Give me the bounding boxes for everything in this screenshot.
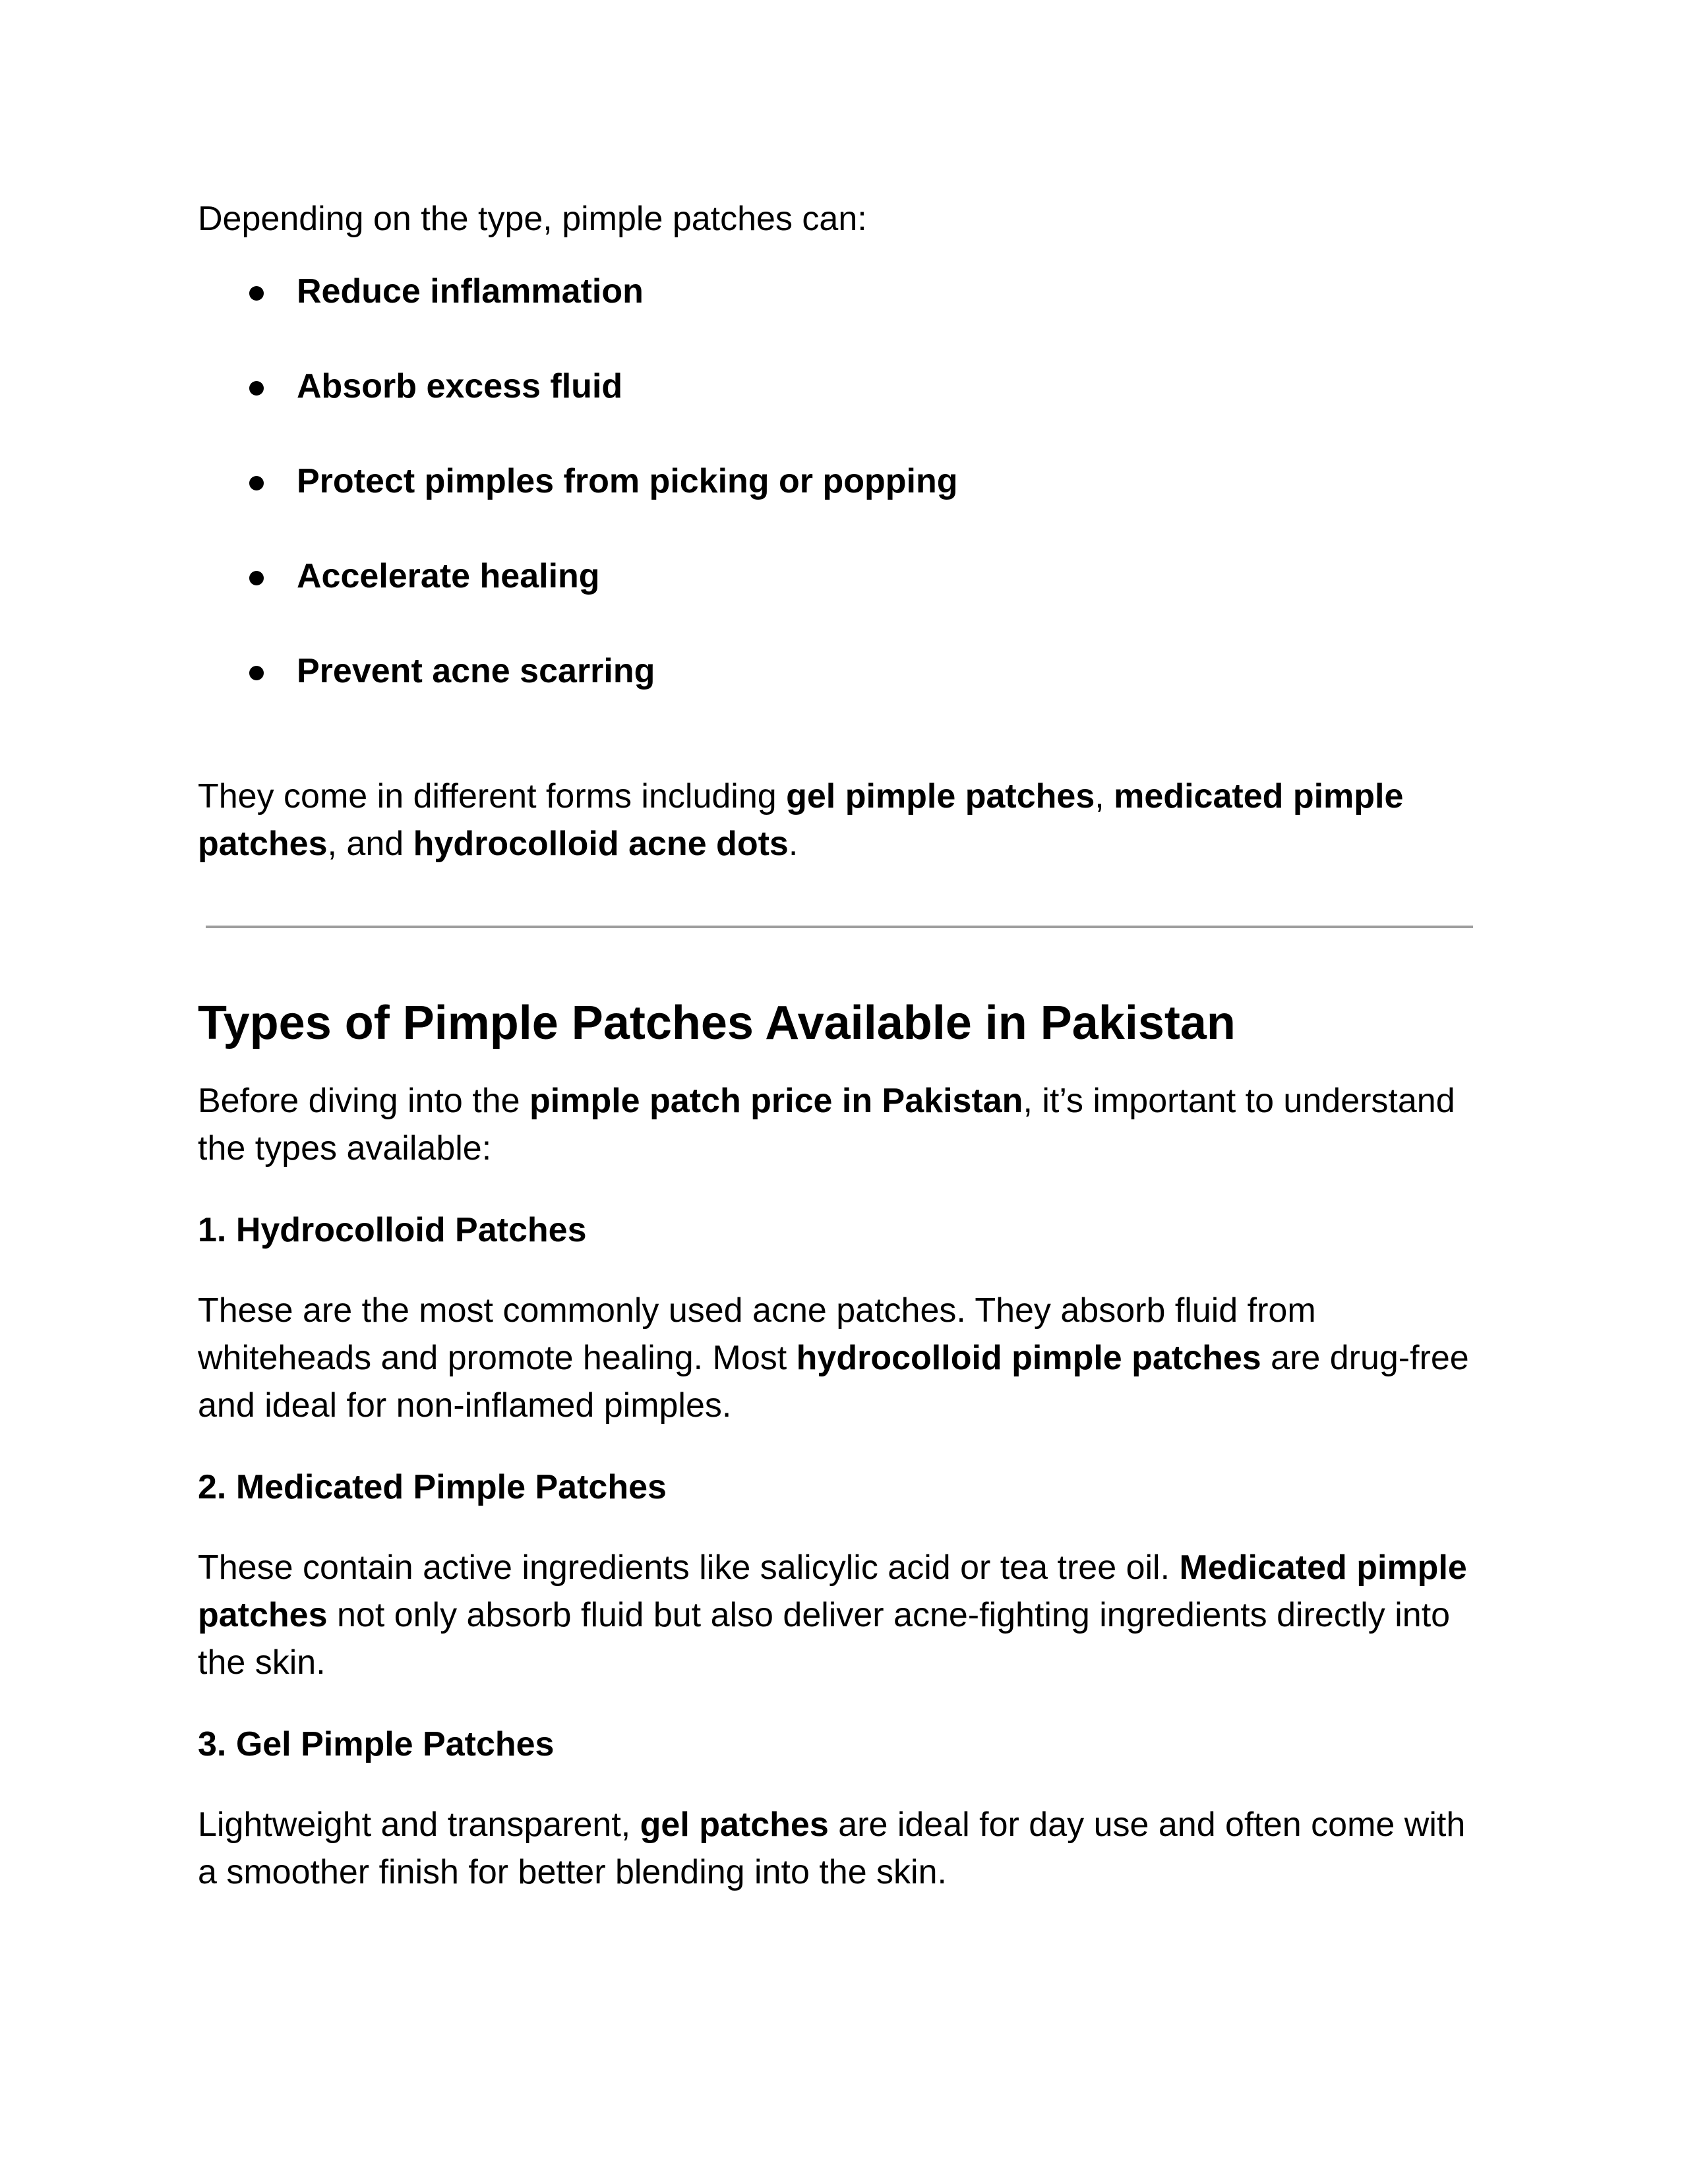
text-run: , it’s important to understand the types available: xyxy=(198,1082,1455,1167)
bold-term: gel patches xyxy=(640,1806,829,1844)
section-heading: Types of Pimple Patches Available in Pakistan xyxy=(198,997,1236,1049)
text-run: , xyxy=(1095,777,1114,815)
text-run: They come in different forms including xyxy=(198,777,787,815)
benefits-list xyxy=(198,268,1490,695)
text-run: are ideal for day use and often come with a smoother finish for better blending into the skin. xyxy=(198,1806,1466,1891)
type-heading-gel: 3. Gel Pimple Patches xyxy=(198,1725,555,1763)
text-run: These are the most commonly used acne patches. They absorb fluid from whiteheads and promote healing. Most xyxy=(198,1291,1316,1377)
type-paragraph-hydrocolloid xyxy=(198,1287,1490,1429)
text-run: not only absorb fluid but also deliver acne-fighting ingredients directly into the skin. xyxy=(198,1596,1451,1682)
bold-term: medicated pimple patches xyxy=(198,777,1404,863)
list-item-text: Protect pimples from picking or popping xyxy=(297,462,958,500)
bold-term: hydrocolloid acne dots xyxy=(413,825,789,863)
bullet-icon xyxy=(249,666,264,680)
list-item-text: Accelerate healing xyxy=(297,557,600,595)
intro-paragraph: Depending on the type, pimple patches can: xyxy=(198,200,867,238)
type-paragraph-medicated xyxy=(198,1544,1490,1686)
type-paragraph-gel xyxy=(198,1801,1490,1896)
list-item-text: Absorb excess fluid xyxy=(297,367,623,405)
bullet-icon xyxy=(249,381,264,396)
bold-term: hydrocolloid pimple patches xyxy=(796,1339,1261,1377)
list-item-text: Prevent acne scarring xyxy=(297,652,655,690)
bold-term: Medicated pimple patches xyxy=(198,1549,1467,1634)
text-run: are drug-free and ideal for non-inflamed pimples. xyxy=(198,1339,1469,1425)
bullet-icon xyxy=(249,476,264,490)
list-item xyxy=(198,552,1490,600)
list-item xyxy=(198,647,1490,695)
list-item xyxy=(198,363,1490,410)
text-run: Before diving into the xyxy=(198,1082,529,1120)
section-lead-paragraph xyxy=(198,1077,1490,1172)
forms-paragraph xyxy=(198,773,1490,868)
text-run: Lightweight and transparent, xyxy=(198,1806,640,1844)
horizontal-divider xyxy=(206,926,1473,928)
bold-term: gel pimple patches xyxy=(786,777,1095,815)
list-item xyxy=(198,268,1490,315)
type-heading-medicated: 2. Medicated Pimple Patches xyxy=(198,1468,667,1506)
type-heading-hydrocolloid: 1. Hydrocolloid Patches xyxy=(198,1211,587,1249)
text-run: These contain active ingredients like salicylic acid or tea tree oil. xyxy=(198,1549,1180,1587)
bullet-icon xyxy=(249,571,264,585)
text-run: . xyxy=(788,825,799,863)
bold-term: pimple patch price in Pakistan xyxy=(529,1082,1023,1120)
list-item xyxy=(198,457,1490,505)
bullet-icon xyxy=(249,286,264,301)
document-content xyxy=(198,195,1490,1896)
list-item-text: Reduce inflammation xyxy=(297,272,644,310)
text-run: , and xyxy=(327,825,413,863)
